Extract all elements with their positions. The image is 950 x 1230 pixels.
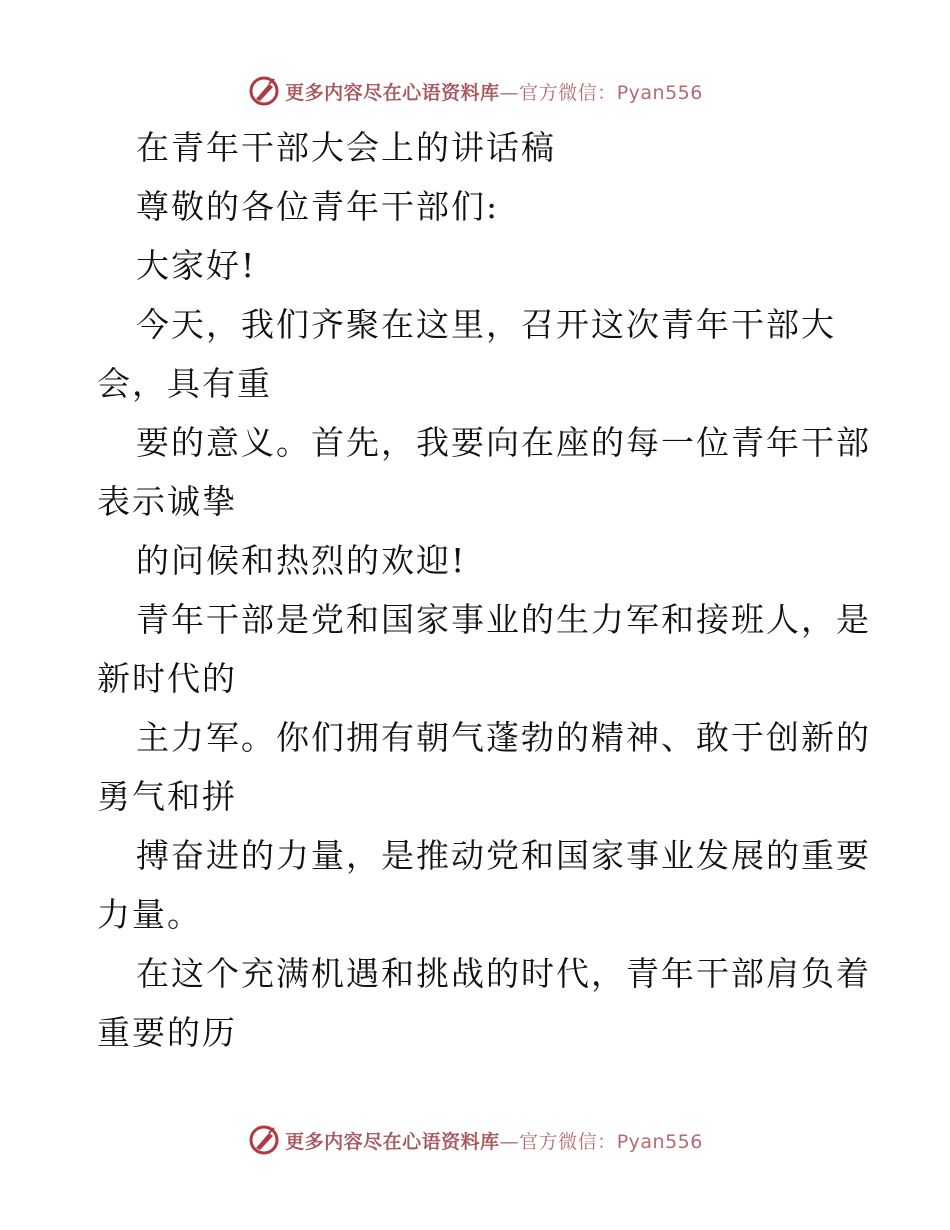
doc-line: 会，具有重 <box>97 364 272 403</box>
doc-line: 今天，我们齐聚在这里，召开这次青年干部大 <box>136 305 836 344</box>
doc-line: 表示诚挚 <box>97 482 237 521</box>
doc-line: 主力军。你们拥有朝气蓬勃的精神、敢于创新的 <box>136 718 871 757</box>
doc-line: 在这个充满机遇和挑战的时代，青年干部肩负着 <box>136 954 871 993</box>
banner-text: 更多内容尽在心语资料库—官方微信：Pyan556 <box>285 81 703 104</box>
doc-line: 搏奋进的力量，是推动党和国家事业发展的重要 <box>136 836 871 875</box>
doc-line: 尊敬的各位青年干部们: <box>136 187 500 226</box>
doc-line: 重要的历 <box>97 1013 237 1052</box>
doc-line: 的问候和热烈的欢迎! <box>136 541 467 580</box>
doc-line: 勇气和拼 <box>97 777 237 816</box>
footer-banner <box>0 1120 950 1160</box>
header-banner <box>0 71 950 111</box>
doc-line: 大家好! <box>136 246 257 285</box>
doc-line: 青年干部是党和国家事业的生力军和接班人，是 <box>136 600 871 639</box>
doc-line: 要的意义。首先，我要向在座的每一位青年干部 <box>136 423 871 462</box>
pen-logo-icon <box>247 1123 281 1157</box>
pen-logo-icon <box>247 74 281 108</box>
doc-title: 在青年干部大会上的讲话稿 <box>136 128 556 167</box>
doc-line: 力量。 <box>97 895 202 934</box>
doc-line: 新时代的 <box>97 659 237 698</box>
banner-text: 更多内容尽在心语资料库—官方微信：Pyan556 <box>285 1130 703 1153</box>
